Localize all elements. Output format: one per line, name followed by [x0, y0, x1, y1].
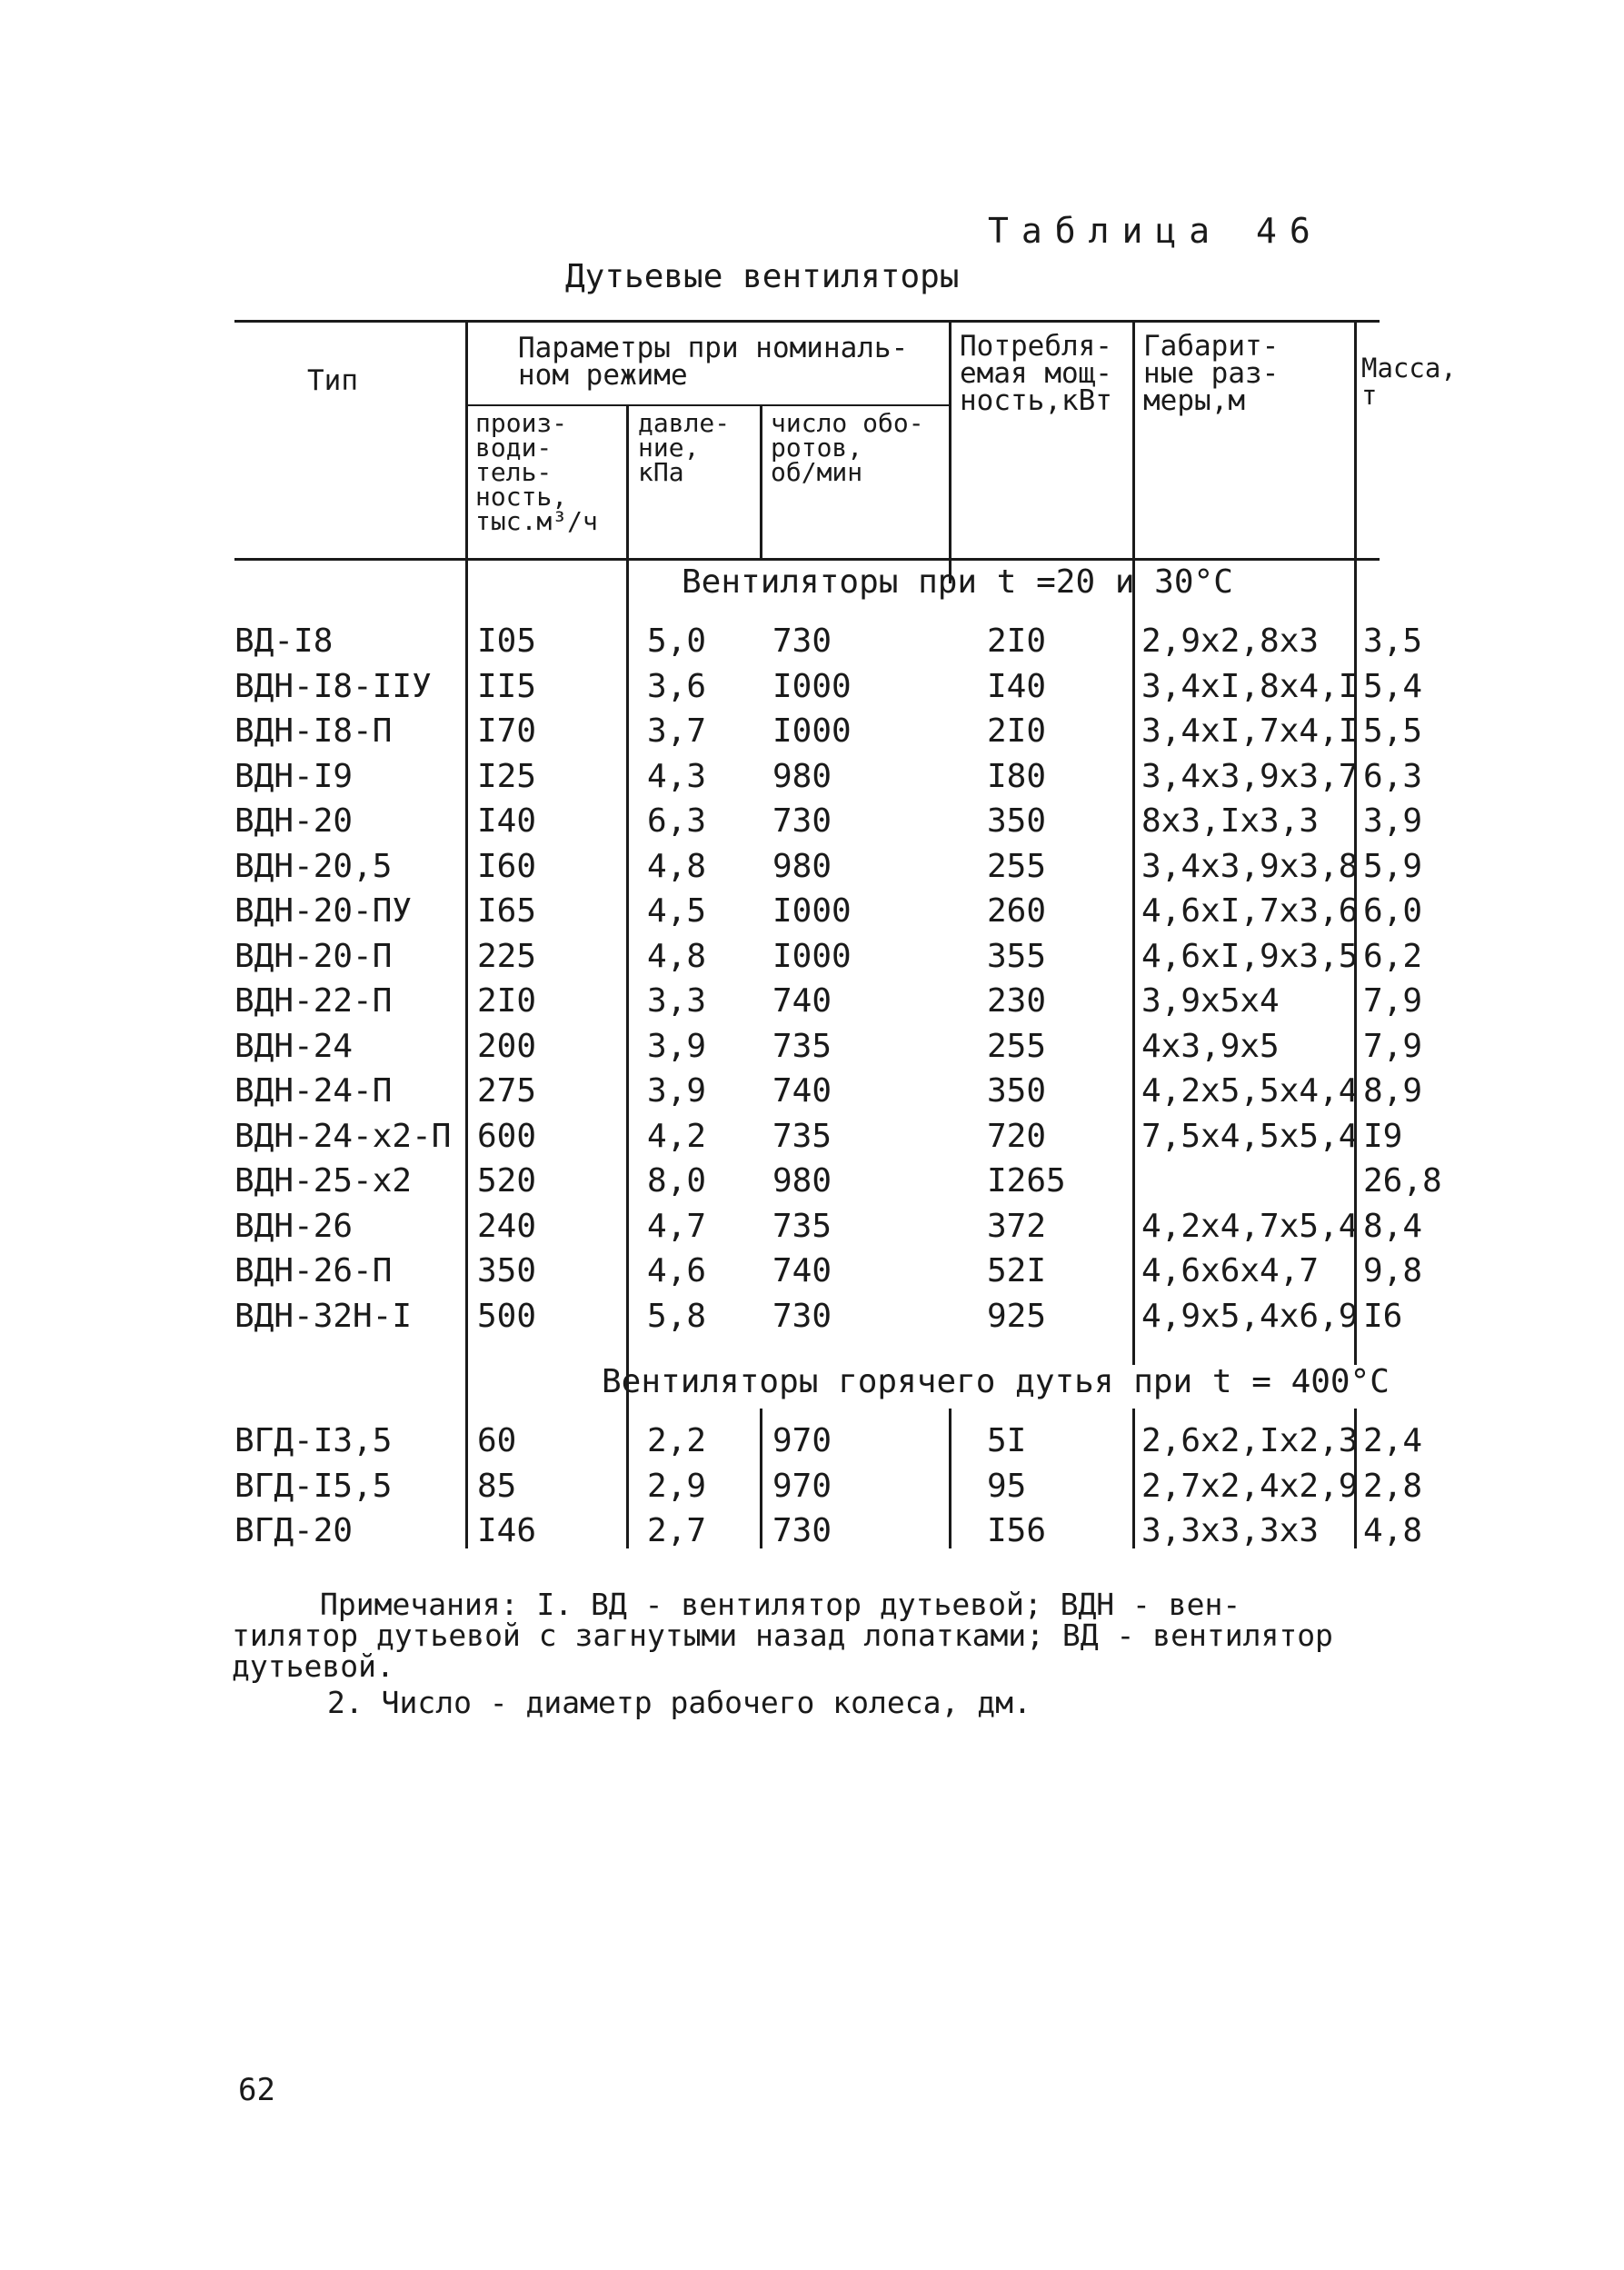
cell-mass: 6,2: [1363, 937, 1423, 975]
header-pressure: давле- ние, кПа: [638, 408, 731, 487]
cell-productivity: 85: [477, 1467, 517, 1505]
cell-rpm: 735: [772, 1207, 832, 1245]
cell-productivity: I05: [477, 622, 537, 660]
header-dims: Габарит- ные раз- меры,м: [1143, 330, 1280, 417]
cell-mass: 5,9: [1363, 847, 1423, 885]
cell-mass: 26,8: [1363, 1162, 1442, 1200]
cell-rpm: 730: [772, 802, 832, 840]
cell-power: I80: [987, 757, 1047, 795]
cell-pressure: 2,7: [647, 1512, 707, 1549]
cell-pressure: 3,9: [647, 1072, 707, 1110]
header-params-group: Параметры при номиналь- ном режиме: [518, 332, 909, 392]
col-divider-5: [1132, 320, 1135, 1365]
cell-productivity: I40: [477, 802, 537, 840]
col-divider-3-head: [760, 406, 762, 558]
cell-mass: 3,5: [1363, 622, 1423, 660]
cell-power: 255: [987, 847, 1047, 885]
col-divider-5-foot: [1132, 1409, 1135, 1548]
cell-mass: 6,3: [1363, 757, 1423, 795]
cell-type: ВДН-22-П: [234, 982, 393, 1020]
cell-dims: 4,2х4,7х5,4: [1141, 1207, 1359, 1245]
cell-rpm: I000: [772, 892, 852, 930]
cell-mass: 8,9: [1363, 1072, 1423, 1110]
cell-rpm: 730: [772, 622, 832, 660]
cell-power: 355: [987, 937, 1047, 975]
cell-productivity: 225: [477, 937, 537, 975]
cell-rpm: I000: [772, 712, 852, 750]
cell-type: ВДН-20,5: [234, 847, 393, 885]
cell-dims: 3,4хI,8х4,I: [1141, 667, 1359, 705]
cell-rpm: 980: [772, 757, 832, 795]
cell-power: 2I0: [987, 622, 1047, 660]
cell-pressure: 3,3: [647, 982, 707, 1020]
cell-type: ВДН-26-П: [234, 1252, 393, 1289]
cell-rpm: 970: [772, 1422, 832, 1459]
cell-type: ВДН-24: [234, 1027, 354, 1065]
table-title: Дутьевые вентиляторы: [565, 258, 960, 295]
col-divider-1: [465, 320, 468, 1548]
cell-type: ВДН-I8-П: [234, 712, 393, 750]
cell-pressure: 4,6: [647, 1252, 707, 1289]
table-top-rule: [234, 320, 1380, 323]
cell-mass: 6,0: [1363, 892, 1423, 930]
cell-rpm: I000: [772, 937, 852, 975]
cell-type: ВДН-25-х2: [234, 1162, 413, 1200]
cell-rpm: 980: [772, 847, 832, 885]
cell-rpm: 735: [772, 1027, 832, 1065]
cell-power: 95: [987, 1467, 1027, 1505]
cell-power: 350: [987, 1072, 1047, 1110]
cell-pressure: 4,3: [647, 757, 707, 795]
cell-dims: 2,7х2,4х2,9: [1141, 1467, 1359, 1505]
cell-rpm: 970: [772, 1467, 832, 1505]
section-heading-hot: Вентиляторы горячего дутья при t = 400°С: [602, 1363, 1390, 1400]
cell-type: ВДН-32Н-I: [234, 1297, 413, 1335]
header-power: Потребля- емая мощ- ность,кВт: [960, 330, 1112, 417]
cell-mass: 4,8: [1363, 1512, 1423, 1549]
cell-dims: 4,6х6х4,7: [1141, 1252, 1320, 1289]
cell-mass: I6: [1363, 1297, 1403, 1335]
cell-productivity: 60: [477, 1422, 517, 1459]
cell-productivity: 2I0: [477, 982, 537, 1020]
cell-power: 5I: [987, 1422, 1027, 1459]
cell-pressure: 3,6: [647, 667, 707, 705]
section-heading-normal: Вентиляторы при t =20 и 30°С: [682, 563, 1233, 601]
cell-rpm: 730: [772, 1512, 832, 1549]
cell-pressure: 8,0: [647, 1162, 707, 1200]
header-bottom-rule: [234, 558, 1380, 561]
header-mass: Масса, т: [1361, 353, 1457, 411]
cell-dims: 4х3,9х5: [1141, 1027, 1280, 1065]
cell-power: 230: [987, 982, 1047, 1020]
cell-productivity: II5: [477, 667, 537, 705]
cell-productivity: 200: [477, 1027, 537, 1065]
cell-mass: 8,4: [1363, 1207, 1423, 1245]
cell-mass: I9: [1363, 1117, 1403, 1155]
cell-rpm: 740: [772, 982, 832, 1020]
cell-productivity: I60: [477, 847, 537, 885]
cell-power: 260: [987, 892, 1047, 930]
cell-type: ВД-I8: [234, 622, 334, 660]
cell-power: 925: [987, 1297, 1047, 1335]
cell-dims: 4,2х5,5х4,4: [1141, 1072, 1359, 1110]
cell-type: ВДН-20-ПУ: [234, 892, 413, 930]
cell-mass: 3,9: [1363, 802, 1423, 840]
cell-power: 2I0: [987, 712, 1047, 750]
note-line-2: тилятор дутьевой с загнутыми назад лопатками; ВД - вентилятор: [232, 1618, 1333, 1653]
cell-power: 720: [987, 1117, 1047, 1155]
cell-rpm: 735: [772, 1117, 832, 1155]
cell-rpm: I000: [772, 667, 852, 705]
cell-type: ВДН-24-П: [234, 1072, 393, 1110]
header-type: Тип: [307, 364, 358, 397]
cell-rpm: 980: [772, 1162, 832, 1200]
cell-dims: 2,6х2,Iх2,3: [1141, 1422, 1359, 1459]
cell-pressure: 3,9: [647, 1027, 707, 1065]
cell-mass: 5,5: [1363, 712, 1423, 750]
cell-pressure: 4,5: [647, 892, 707, 930]
header-rpm: число обо- ротов, об/мин: [771, 408, 924, 487]
cell-pressure: 6,3: [647, 802, 707, 840]
cell-power: 372: [987, 1207, 1047, 1245]
note-line-3: дутьевой.: [232, 1648, 394, 1684]
cell-pressure: 2,2: [647, 1422, 707, 1459]
cell-rpm: 740: [772, 1072, 832, 1110]
cell-productivity: 500: [477, 1297, 537, 1335]
cell-productivity: 275: [477, 1072, 537, 1110]
cell-productivity: I70: [477, 712, 537, 750]
cell-pressure: 4,2: [647, 1117, 707, 1155]
page-number: 62: [238, 2072, 275, 2108]
cell-pressure: 2,9: [647, 1467, 707, 1505]
note-line-1: Примечания: I. ВД - вентилятор дутьевой; ВДН - вен-: [320, 1587, 1241, 1622]
cell-productivity: 240: [477, 1207, 537, 1245]
col-divider-4-head: [949, 320, 951, 583]
cell-mass: 5,4: [1363, 667, 1423, 705]
cell-rpm: 730: [772, 1297, 832, 1335]
cell-mass: 9,8: [1363, 1252, 1423, 1289]
cell-mass: 2,4: [1363, 1422, 1423, 1459]
cell-pressure: 5,0: [647, 622, 707, 660]
cell-power: 255: [987, 1027, 1047, 1065]
cell-mass: 7,9: [1363, 982, 1423, 1020]
cell-type: ВДН-I9: [234, 757, 354, 795]
cell-pressure: 3,7: [647, 712, 707, 750]
cell-dims: 3,3х3,3х3: [1141, 1512, 1320, 1549]
cell-productivity: I65: [477, 892, 537, 930]
cell-power: 350: [987, 802, 1047, 840]
cell-type: ВГД-I5,5: [234, 1467, 393, 1505]
cell-dims: 3,4х3,9х3,7: [1141, 757, 1359, 795]
cell-productivity: 520: [477, 1162, 537, 1200]
cell-power: I40: [987, 667, 1047, 705]
cell-dims: 3,4х3,9х3,8: [1141, 847, 1359, 885]
cell-type: ВДН-I8-IIУ: [234, 667, 432, 705]
cell-pressure: 5,8: [647, 1297, 707, 1335]
cell-power: 52I: [987, 1252, 1047, 1289]
cell-productivity: I25: [477, 757, 537, 795]
note-line-4: 2. Число - диаметр рабочего колеса, дм.: [327, 1685, 1031, 1720]
cell-productivity: 350: [477, 1252, 537, 1289]
col-divider-3-foot: [760, 1409, 762, 1548]
cell-mass: 2,8: [1363, 1467, 1423, 1505]
cell-dims: 3,4хI,7х4,I: [1141, 712, 1359, 750]
cell-type: ВДН-26: [234, 1207, 354, 1245]
table-caption: Таблица 46: [988, 211, 1323, 251]
cell-dims: 2,9х2,8х3: [1141, 622, 1320, 660]
params-subheader-rule: [465, 404, 949, 406]
cell-type: ВГД-20: [234, 1512, 354, 1549]
cell-dims: 8х3,Iх3,3: [1141, 802, 1320, 840]
col-divider-4-foot: [949, 1409, 951, 1548]
cell-type: ВДН-20-П: [234, 937, 393, 975]
cell-dims: 4,9х5,4х6,9: [1141, 1297, 1359, 1335]
cell-dims: 3,9х5х4: [1141, 982, 1280, 1020]
cell-pressure: 4,7: [647, 1207, 707, 1245]
cell-mass: 7,9: [1363, 1027, 1423, 1065]
cell-power: I265: [987, 1162, 1066, 1200]
cell-pressure: 4,8: [647, 847, 707, 885]
cell-power: I56: [987, 1512, 1047, 1549]
cell-productivity: 600: [477, 1117, 537, 1155]
header-productivity: произ- води- тель- ность, тыс.м³/ч: [475, 408, 598, 536]
cell-type: ВДН-24-х2-П: [234, 1117, 452, 1155]
cell-dims: 7,5х4,5х5,4: [1141, 1117, 1359, 1155]
cell-dims: 4,6хI,7х3,6: [1141, 892, 1359, 930]
cell-pressure: 4,8: [647, 937, 707, 975]
cell-rpm: 740: [772, 1252, 832, 1289]
cell-dims: 4,6хI,9х3,5: [1141, 937, 1359, 975]
cell-type: ВГД-I3,5: [234, 1422, 393, 1459]
cell-type: ВДН-20: [234, 802, 354, 840]
cell-productivity: I46: [477, 1512, 537, 1549]
